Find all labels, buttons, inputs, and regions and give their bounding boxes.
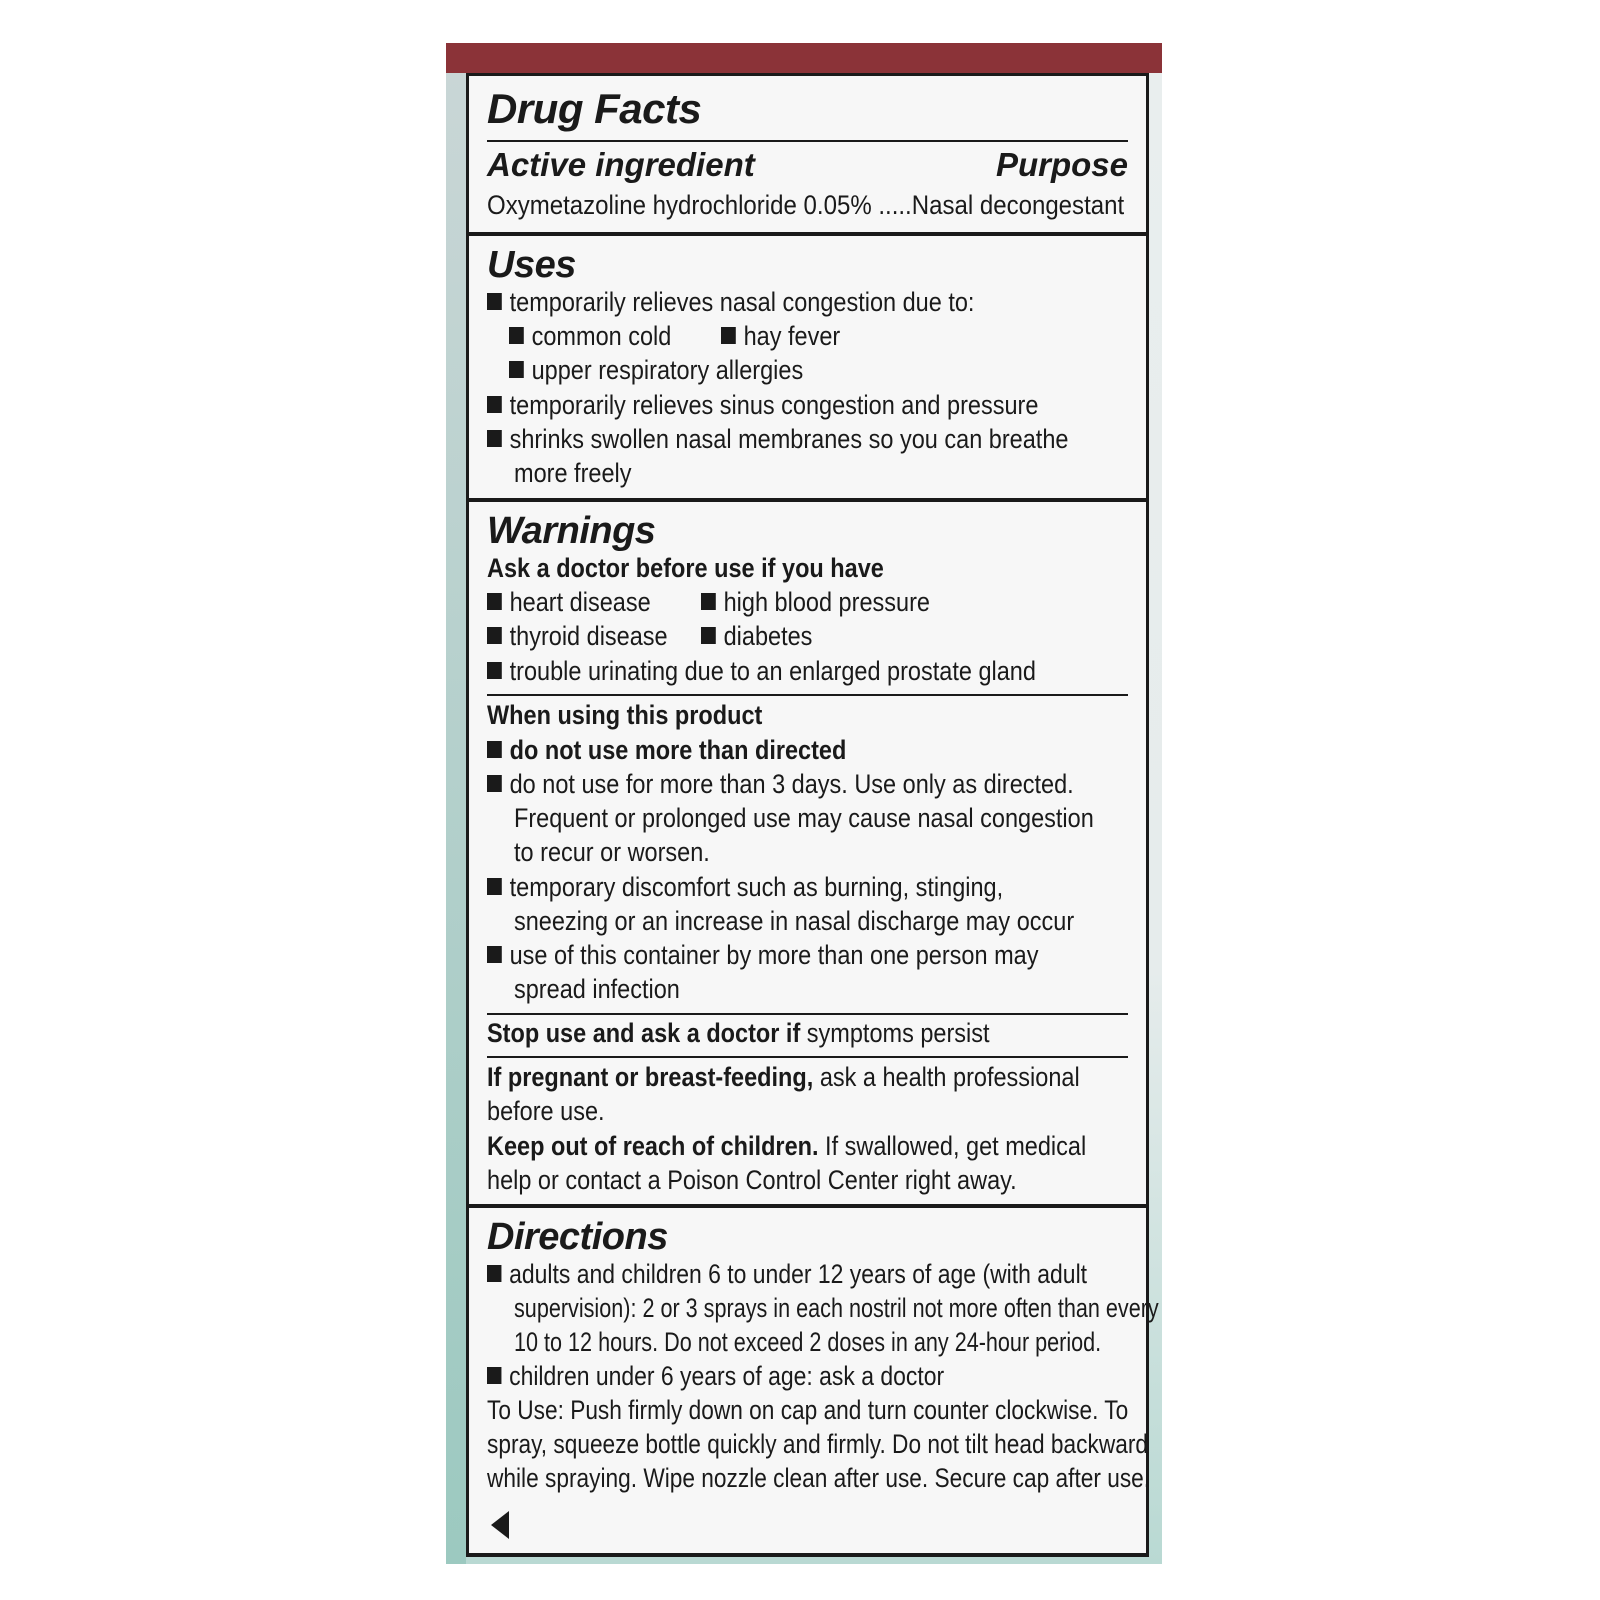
uses-item: common cold: [509, 323, 671, 350]
uses-item: temporarily relieves nasal congestion due to:: [487, 289, 974, 316]
to-use-line: To Use: Push firmly down on cap and turn counter clockwise. To: [487, 1395, 1129, 1425]
when-using-item: do not use for more than 3 days. Use only as directed.: [487, 771, 1074, 798]
pregnant-line: [487, 1064, 1080, 1091]
warnings-rule: [487, 1056, 1128, 1058]
when-using-item: do not use more than directed: [487, 737, 846, 764]
keep-out-bold: Keep out of reach of children.: [487, 1131, 819, 1161]
warning-condition: thyroid disease: [487, 623, 668, 650]
uses-heading: Uses: [487, 244, 576, 286]
directions-heading: Directions: [487, 1216, 668, 1258]
pregnant-text: ask a health professional: [813, 1062, 1080, 1092]
uses-item: shrinks swollen nasal membranes so you can breathe: [487, 426, 1068, 453]
keep-out-line-continued: help or contact a Poison Control Center right away.: [487, 1165, 1017, 1195]
uses-item: upper respiratory allergies: [509, 357, 803, 384]
directions-item: adults and children 6 to under 12 years of age (with adult: [487, 1261, 1087, 1288]
when-using-item-continued: to recur or worsen.: [514, 837, 710, 867]
warning-condition: diabetes: [701, 623, 812, 650]
package-side-panel: [446, 73, 466, 1564]
directions-item: children under 6 years of age: ask a doctor: [487, 1363, 944, 1390]
title-rule: [487, 140, 1128, 142]
uses-item-continued: more freely: [514, 458, 632, 488]
section-divider: [469, 1204, 1146, 1208]
keep-out-line: [487, 1133, 1086, 1160]
warning-condition: trouble urinating due to an enlarged prostate gland: [487, 658, 1036, 685]
warning-condition: heart disease: [487, 589, 651, 616]
when-using-item-continued: sneezing or an increase in nasal discharge may occur: [514, 906, 1075, 936]
drug-facts-title: Drug Facts: [487, 85, 702, 132]
stop-use-bold: Stop use and ask a doctor if: [487, 1018, 801, 1048]
warnings-rule: [487, 694, 1128, 696]
to-use-line: while spraying. Wipe nozzle clean after use. Secure cap after use.: [487, 1463, 1151, 1493]
active-ingredient-line: Oxymetazoline hydrochloride 0.05% .....Nasal decongestant: [487, 190, 1125, 220]
warnings-rule: [487, 1013, 1128, 1015]
uses-item: temporarily relieves sinus congestion and pressure: [487, 392, 1038, 419]
when-using-item: use of this container by more than one person may: [487, 942, 1038, 969]
when-using-heading: When using this product: [487, 700, 763, 730]
pregnant-bold: If pregnant or breast-feeding,: [487, 1062, 814, 1092]
to-use-line: spray, squeeze bottle quickly and firmly. Do not tilt head backward: [487, 1429, 1148, 1459]
active-ingredient-heading: Active ingredient: [487, 146, 755, 183]
directions-item-continued: supervision): 2 or 3 sprays in each nostril not more often than every: [514, 1293, 1159, 1323]
when-using-item: temporary discomfort such as burning, stinging,: [487, 874, 1003, 901]
ask-doctor-heading: Ask a doctor before use if you have: [487, 553, 884, 583]
pregnant-line-continued: before use.: [487, 1096, 605, 1126]
stop-use-text: symptoms persist: [800, 1018, 990, 1048]
warnings-heading: Warnings: [487, 510, 656, 552]
stop-use-line: [487, 1020, 990, 1047]
directions-item-continued: 10 to 12 hours. Do not exceed 2 doses in any 24-hour period.: [514, 1327, 1102, 1357]
warning-condition: high blood pressure: [701, 589, 930, 616]
section-divider: [469, 498, 1146, 502]
keep-out-text: If swallowed, get medical: [818, 1131, 1087, 1161]
section-divider: [469, 232, 1146, 236]
drug-facts-panel: [466, 73, 1159, 1557]
when-using-item-continued: spread infection: [514, 974, 680, 1004]
purpose-heading: Purpose: [995, 146, 1128, 183]
when-using-item-continued: Frequent or prolonged use may cause nasal congestion: [514, 803, 1094, 833]
uses-item: hay fever: [721, 323, 840, 350]
continue-arrow-icon: [491, 1511, 509, 1539]
